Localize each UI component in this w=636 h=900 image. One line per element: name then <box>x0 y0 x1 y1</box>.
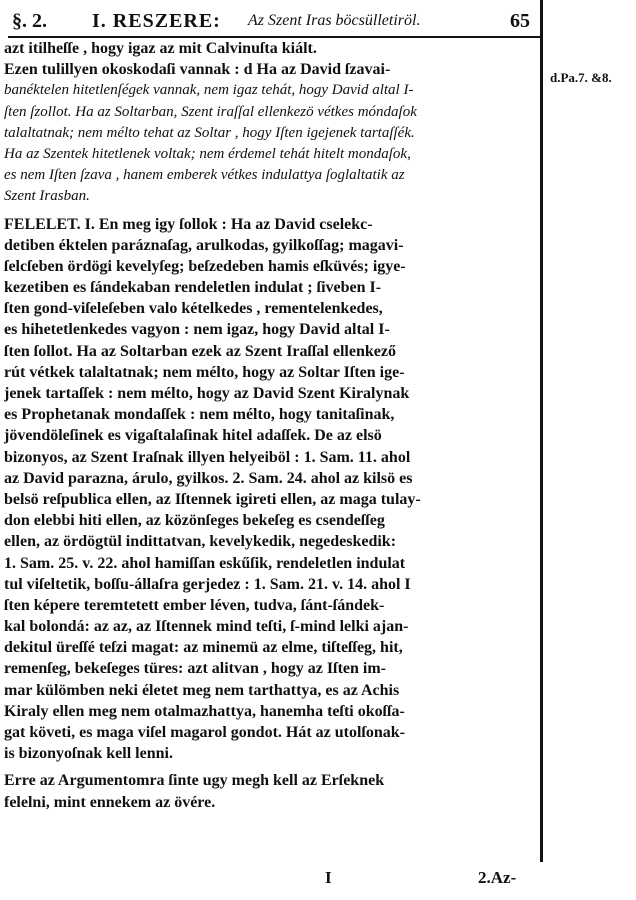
text-line: ellen, az ördögtül indittatvan, kevelykedik, negedeskedik: <box>4 533 397 551</box>
text-line: 1. Sam. 25. v. 22. ahol hamiſſan eskűſik, rendeletlen indulat <box>4 554 406 572</box>
text-line: detiben éktelen paráznaſag, arulkodas, gyilkoſſag; magavi- <box>4 236 404 254</box>
text-line: ſten képere teremtetett ember léven, tudva, ſánt-ſándek- <box>4 596 385 614</box>
text-line: talaltatnak; nem mélto tehat az Soltar , hogy Iſten igejenek tartaſſék. <box>4 124 415 141</box>
text-line: is bizonyoſnak kell lenni. <box>4 745 173 763</box>
signature-mark: I <box>325 868 332 887</box>
text-line: ſten gond-viſeleſeben valo kételkedes , rementelenkedes, <box>4 300 383 318</box>
text-line: belsö reſpublica ellen, az Iſtennek igireti ellen, az maga tulay- <box>4 490 421 508</box>
text-line: Erre az Argumentomra ſinte ugy megh kell az Erſeknek <box>4 772 385 790</box>
text-line: azt itilheſſe , hogy igaz az mit Calvinuſta kiált. <box>4 40 317 57</box>
text-body <box>4 38 536 813</box>
margin-note: d.Pa.7. &8. <box>550 70 612 85</box>
text-line: gat követi, es maga viſel magarol gondot. Hát az utolſonak- <box>4 724 406 741</box>
paragraph <box>4 770 536 812</box>
text-line: Ezen tulillyen okoskodaſi vannak : d Ha az David ſzavai- <box>4 61 391 79</box>
text-line: jenek tartaſſek : nem mélto, hogy az David Szent Kiralynak <box>4 385 410 402</box>
paragraph <box>4 38 536 59</box>
text-line: tul viſeltetik, boſſu-állaſra gerjedez : 1. Sam. 21. v. 14. ahol I <box>4 575 411 593</box>
chapter-subtitle: Az Szent Iras böcsülletiröl. <box>248 12 421 29</box>
page-footer <box>0 864 540 894</box>
text-line: ſelcſeben ördögi kevelyſeg; beſzedeben hamis eſküvés; igye- <box>4 257 406 275</box>
text-line: mar külömben neki életet meg nem tarthattya, es az Achis <box>4 681 400 699</box>
text-line: Kiraly ellen meg nem otalmazhattya, hanemha teſti okoſſa- <box>4 702 405 720</box>
paragraph <box>4 59 536 207</box>
section-mark: §. 2. <box>12 10 47 32</box>
text-line: jövendöleſinek es vigaſtalaſinak hitel adaſſek. De az elsö <box>4 427 382 445</box>
text-line: ſten ſzollot. Ha az Soltarban, Szent iraſſal ellenkezö vétkes móndaſok <box>4 103 417 120</box>
text-line: remenſeg, bekeſeges türes: azt alitvan , hogy az Iſten im- <box>4 660 387 678</box>
text-line: dekitul üreſſé teſzi magat: az minemü az elme, tiſteſſeg, hit, <box>4 639 403 657</box>
margin-rule <box>540 0 543 862</box>
text-line: FELELET. I. En meg igy ſollok : Ha az David cselekc- <box>4 215 373 233</box>
text-line: rút vétkek talaltatnak; nem mélto, hogy az Soltar Iſten ige- <box>4 363 405 381</box>
text-line: kezetiben es ſándekaban rendeletlen indulat ; ſiveben I- <box>4 279 382 297</box>
page-number: 65 <box>510 10 530 32</box>
part-title: I. RESZERE: <box>92 10 221 32</box>
text-line: es nem Iſten ſzava , hanem emberek vétkes indulattya ſoglaltatik az <box>4 167 405 184</box>
text-line: Szent Irasban. <box>4 188 90 205</box>
text-line: banéktelen hitetlenſégek vannak, nem igaz tehát, hogy David altal I- <box>4 82 414 99</box>
text-line: felelni, mint ennekem az övére. <box>4 793 216 811</box>
text-line: bizonyos, az Szent Iraſnak illyen helyeiböl : 1. Sam. 11. ahol <box>4 448 411 466</box>
text-line: Ha az Szentek hitetlenek voltak; nem érdemel tehát hitelt mondaſok, <box>4 145 411 162</box>
text-line: kal bolondá: az az, az Iſtennek mind teſti, ſ-mind lelki ajan- <box>4 618 409 636</box>
text-line: es Prophetanak mondaſſek : nem mélto, hogy tanitaſinak, <box>4 406 395 424</box>
text-line: az David parazna, árulo, gyilkos. 2. Sam. 24. ahol az kilsö es <box>4 469 413 487</box>
running-header <box>0 10 540 34</box>
text-line: don elebbi hiti ellen, az közönſeges bekeſeg es csendeſſeg <box>4 512 385 530</box>
text-line: es hihetetlenkedes vagyon : nem igaz, hogy David altal I- <box>4 321 390 339</box>
paragraph <box>4 214 536 765</box>
text-line: ſten ſollot. Ha az Soltarban ezek az Szent Iraſſal ellenkező <box>4 342 396 360</box>
catchword: 2.Az- <box>478 868 517 887</box>
